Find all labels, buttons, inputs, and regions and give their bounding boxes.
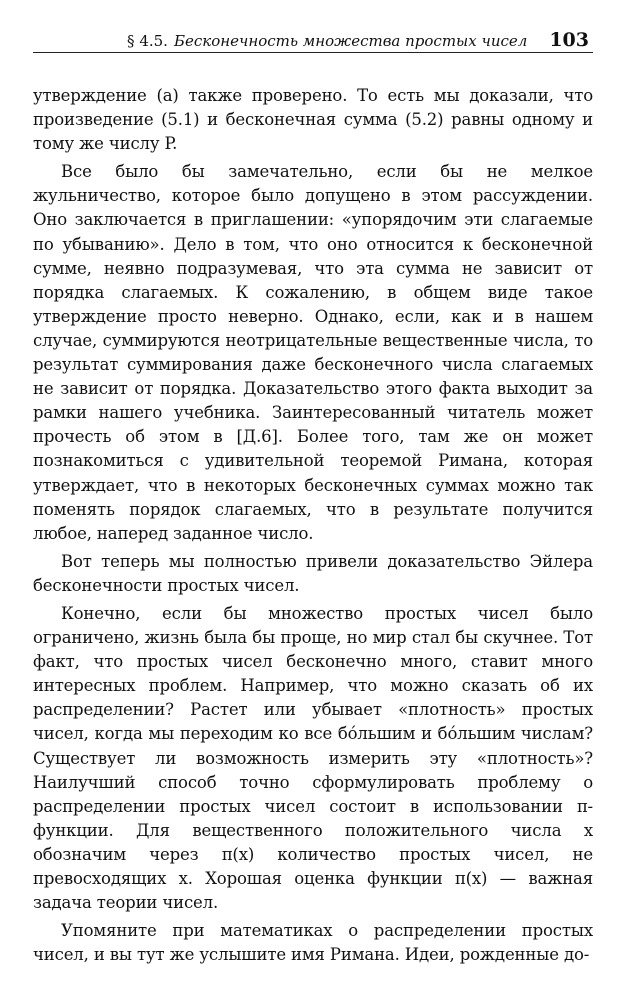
paragraph-sum-order: Все было бы замечательно, если бы не мелкое жульничество, которое было допущено в этом рассуждении. Оно заключается в приглашении: «упорядочим эти слагаемые по убыванию». Дело в том, что оно относится к бесконечной сумме, неявно подразумевая, что эта сумма не зависит от порядка слагаемых. К сожалению, в общем виде такое утверждение просто неверно. Однако, если, как и в нашем случае, суммируются неотрицательные вещественные числа, то результат суммирования даже бесконечного числа слагаемых не зависит от порядка. Доказательство этого факта выходит за рамки нашего учебника. Заинтересованный читатель может прочесть об этом в [Д.6]. Более того, там же он может познакомиться с удивительной теоремой Римана, которая утверждает, что в некоторых бесконечных суммах можно так поменять порядок слагаемых, что в результате получится любое, наперед заданное число. [33,162,593,543]
book-page [33,30,593,967]
section-title: Бесконечность множества простых чисел [173,32,528,50]
running-header [33,30,593,53]
paragraph-riemann: Упомяните при математиках о распределении простых чисел, и вы тут же услышите имя Римана. Идеи, рожденные до- [33,921,593,965]
section-number: § 4.5. [127,32,168,50]
paragraph-euler-proof: Вот теперь мы полностью привели доказательство Эйлера бесконечности простых чисел. [33,551,593,595]
paragraph-prime-distribution: Конечно, если бы множество простых чисел было ограничено, жизнь была бы проще, но мир стал бы скучнее. Тот факт, что простых чисел бесконечно много, ставит много интересных проблем. Например, что можно сказать об их распределении? Растет или убывает «плотность» простых чисел, когда мы переходим ко все бо́льшим и бо́льшим числам? Существует ли возможность измерить эту «плотность»? Наилучший способ точно сформулировать проблему о распределении простых чисел состоит в использовании π-функции. Для вещественного положительного числа x обозначим через π(x) количество простых чисел, не превосходящих x. Хорошая оценка функции π(x) — важная задача теории чисел. [33,603,593,913]
body-text [33,84,593,967]
page-number: 103 [549,29,589,51]
paragraph-continuation: утверждение (а) также проверено. То есть мы доказали, что произведение (5.1) и бесконечная сумма (5.2) равны одному и тому же числу P. [33,86,593,154]
